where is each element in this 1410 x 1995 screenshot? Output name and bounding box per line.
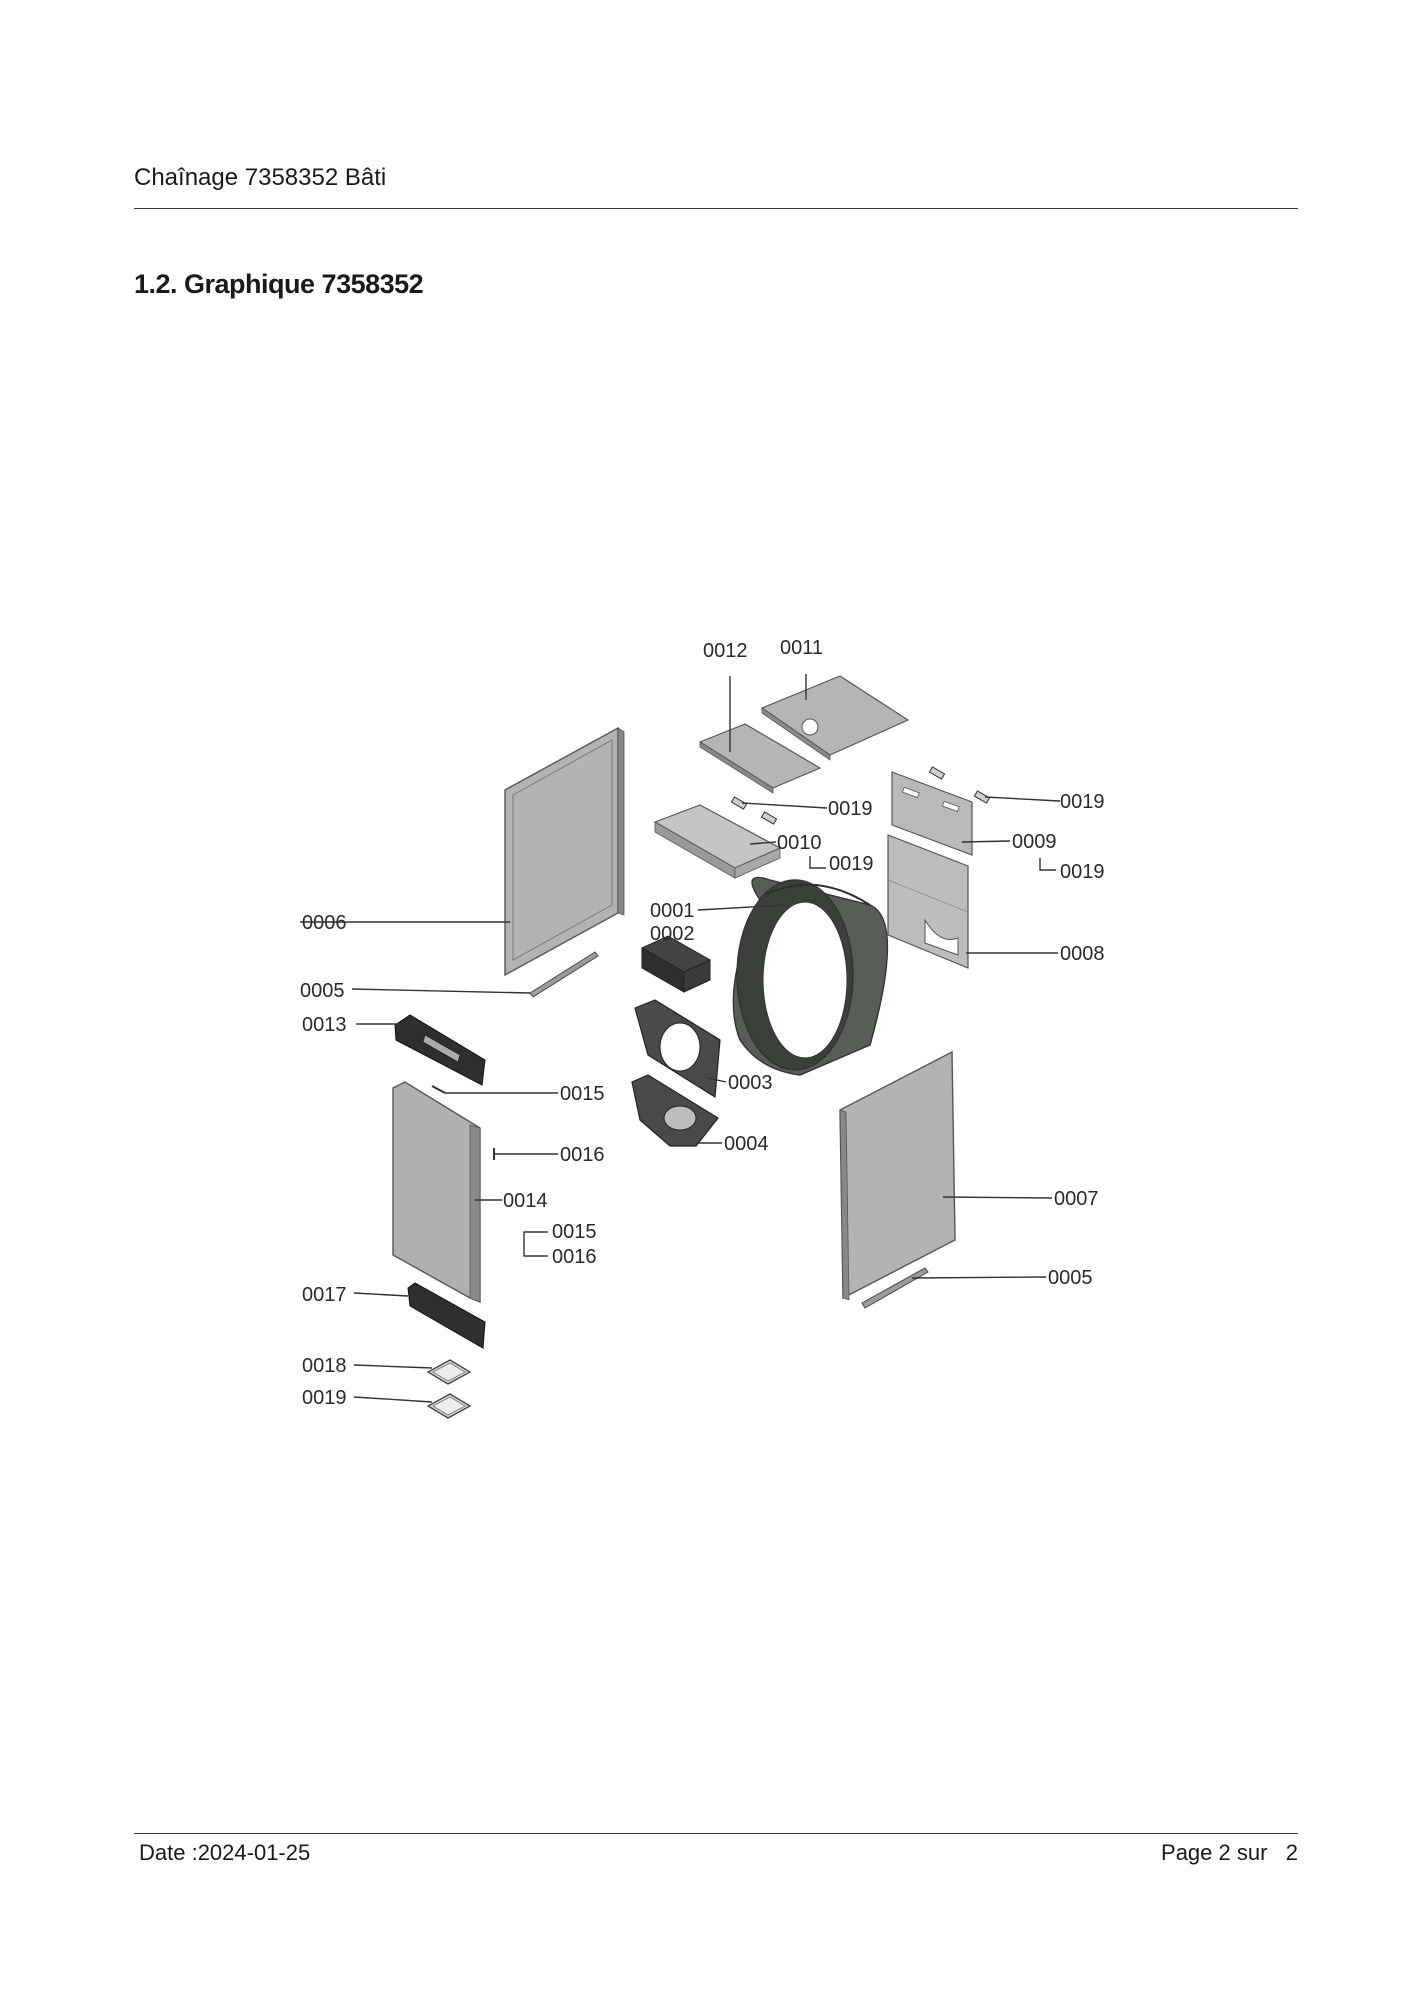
part-0015-pin <box>432 1086 445 1093</box>
part-0018-pad <box>428 1360 470 1384</box>
callout-0004: 0004 <box>724 1133 769 1155</box>
callout-0012: 0012 <box>703 640 748 662</box>
callout-0006: 0006 <box>302 912 347 934</box>
callout-0007: 0007 <box>1054 1188 1099 1210</box>
callout-0002: 0002 <box>650 923 695 945</box>
part-0005-rail-left <box>530 952 598 997</box>
section-title: 1.2. Graphique 7358352 <box>134 269 424 299</box>
callout-0016-b: 0016 <box>552 1246 597 1268</box>
callout-0019-e: 0019 <box>302 1387 347 1409</box>
footer-date: Date :2024-01-25 <box>139 1840 311 1865</box>
footer-page-number: Page 2 sur 2 <box>1161 1840 1298 1865</box>
callout-0013: 0013 <box>302 1014 347 1036</box>
callout-0019-d: 0019 <box>829 853 874 875</box>
callout-0010: 0010 <box>777 832 822 854</box>
part-0019-pad-bottom <box>428 1394 470 1418</box>
part-0014-front-door <box>393 1082 480 1302</box>
callout-0019-a: 0019 <box>828 798 873 820</box>
callout-0011: 0011 <box>780 637 824 659</box>
callout-0016-a: 0016 <box>560 1144 605 1166</box>
footer-divider <box>134 1833 1298 1834</box>
callout-0019-c: 0019 <box>1060 861 1105 883</box>
callout-0017: 0017 <box>302 1284 347 1306</box>
part-0006-left-side-panel <box>505 728 624 975</box>
part-0010-tray <box>655 805 780 878</box>
callout-0001: 0001 <box>650 900 695 922</box>
callout-0015-b: 0015 <box>552 1221 597 1243</box>
callout-0005-a: 0005 <box>300 980 345 1002</box>
callout-0018: 0018 <box>302 1355 347 1377</box>
callout-0009: 0009 <box>1012 831 1057 853</box>
part-0013-front-top-strip <box>395 1015 485 1085</box>
callout-0014: 0014 <box>503 1190 548 1212</box>
part-0007-right-side-panel <box>840 1052 955 1300</box>
document-header-title: Chaînage 7358352 Bâti <box>134 164 387 191</box>
callout-0003: 0003 <box>728 1072 773 1094</box>
callout-0015-a: 0015 <box>560 1083 605 1105</box>
callout-0005-b: 0005 <box>1048 1267 1093 1289</box>
part-0008-back-lower-panel <box>888 835 968 968</box>
callout-0008: 0008 <box>1060 943 1105 965</box>
callout-0019-b: 0019 <box>1060 791 1105 813</box>
